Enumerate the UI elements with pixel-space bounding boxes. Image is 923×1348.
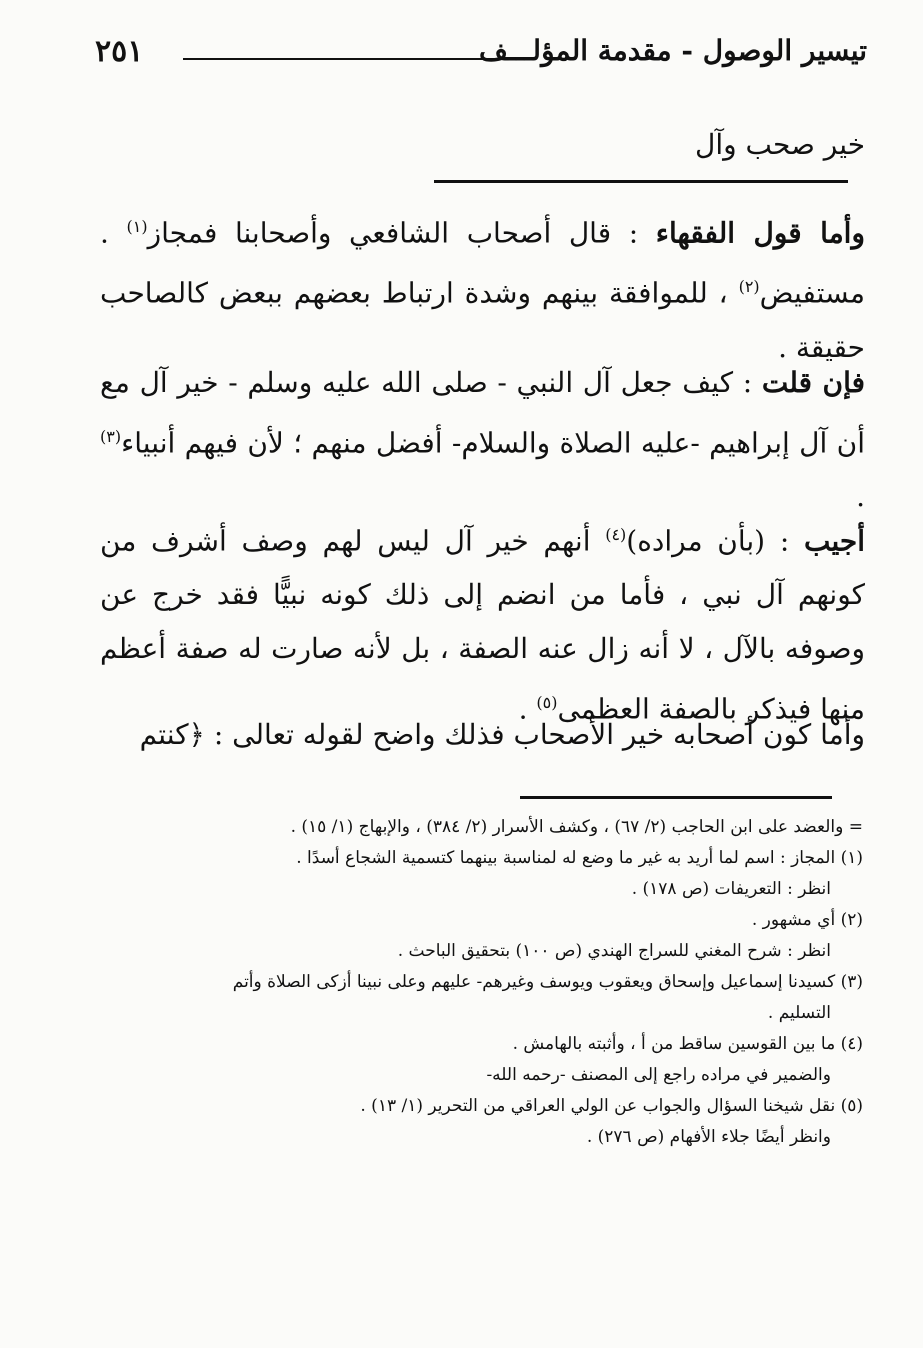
paragraph-lead: أجيب bbox=[803, 524, 865, 558]
paragraph-text: ، للموافقة بينهم وشدة ارتباط بعضهم ببعض كالصاحب حقيقة . bbox=[100, 276, 865, 364]
paragraph-companions: وأما كون أصحابه خير الأصحاب فذلك واضح لقوله تعالى : ﴿كنتم bbox=[139, 718, 865, 751]
paragraph-question bbox=[100, 356, 865, 524]
running-title: تيسير الوصول - مقدمة المؤلـــف bbox=[478, 34, 867, 67]
verse-line: خير صحب وآل bbox=[695, 128, 865, 161]
page-header bbox=[95, 32, 867, 82]
paragraph-text: . bbox=[856, 480, 865, 514]
footnote-line: والضمير في مراده راجع إلى المصنف -رحمه الله- bbox=[486, 1065, 831, 1085]
footnote-ref: (٤) bbox=[605, 525, 627, 544]
footnote-line: = والعضد على ابن الحاجب (٢/ ٦٧) ، وكشف الأسرار (٢/ ٣٨٤) ، والإبهاج (١/ ١٥) . bbox=[290, 817, 863, 837]
page-number: ٢٥١ bbox=[95, 34, 144, 69]
paragraph-text: . bbox=[518, 692, 537, 726]
verse-rule bbox=[434, 180, 848, 183]
paragraph-fuqaha bbox=[100, 200, 865, 375]
footnote-rule bbox=[520, 796, 832, 799]
footnote-line: انظر : التعريفات (ص ١٧٨) . bbox=[631, 879, 831, 899]
paragraph-text: . مستفيض bbox=[100, 216, 865, 310]
paragraph-lead: فإن قلت bbox=[761, 366, 865, 399]
paragraph-text: : قال أصحاب الشافعي وأصحابنا فمجاز bbox=[147, 216, 656, 250]
footnote-line: (٢) أي مشهور . bbox=[751, 910, 863, 930]
paragraph-lead: وأما قول الفقهاء bbox=[655, 216, 865, 250]
footnote-line: (٥) نقل شيخنا السؤال والجواب عن الولي العراقي من التحرير (١/ ١٣) . bbox=[360, 1096, 863, 1116]
footnote-ref: (٣) bbox=[100, 427, 122, 446]
paragraph-text: : (بأن مراده) bbox=[626, 524, 804, 558]
footnote-line: التسليم . bbox=[767, 1003, 831, 1023]
footnotes bbox=[88, 812, 863, 1153]
paragraph-text: : كيف جعل آل النبي - صلى الله عليه وسلم - خير آل مع أن آل إبراهيم -عليه الصلاة والسلام- أفضل منهم ؛ لأن فيهم أنبياء bbox=[100, 366, 865, 460]
footnote-ref: (١) bbox=[126, 217, 148, 236]
paragraph-answer bbox=[100, 508, 865, 737]
footnote-ref: (٢) bbox=[738, 277, 760, 297]
footnote-line: (٤) ما بين القوسين ساقط من أ ، وأثبته بالهامش . bbox=[512, 1034, 863, 1054]
footnote-ref: (٥) bbox=[536, 693, 558, 713]
footnote-line: وانظر أيضًا جلاء الأفهام (ص ٢٧٦) . bbox=[586, 1127, 831, 1147]
footnote-line: (٣) كسيدنا إسماعيل وإسحاق ويعقوب ويوسف وغيرهم- عليهم وعلى نبينا أزكى الصلاة وأتم bbox=[232, 972, 863, 992]
paragraph-text: أنهم خير آل ليس لهم وصف أشرف من كونهم آل نبي ، فأما من انضم إلى ذلك كونه نبيًّا فقد خرج عن وصوفه بالآل ، لا أنه زال عنه الصفة ، بل لأنه صارت له صفة أعظم منها فيذكر بالصفة العظمى bbox=[100, 524, 865, 726]
footnote-line: انظر : شرح المغني للسراج الهندي (ص ١٠٠) بتحقيق الباحث . bbox=[397, 941, 831, 961]
footnote-line: (١) المجاز : اسم لما أريد به غير ما وضع له لمناسبة بينهما كتسمية الشجاع أسدًا . bbox=[296, 848, 863, 868]
